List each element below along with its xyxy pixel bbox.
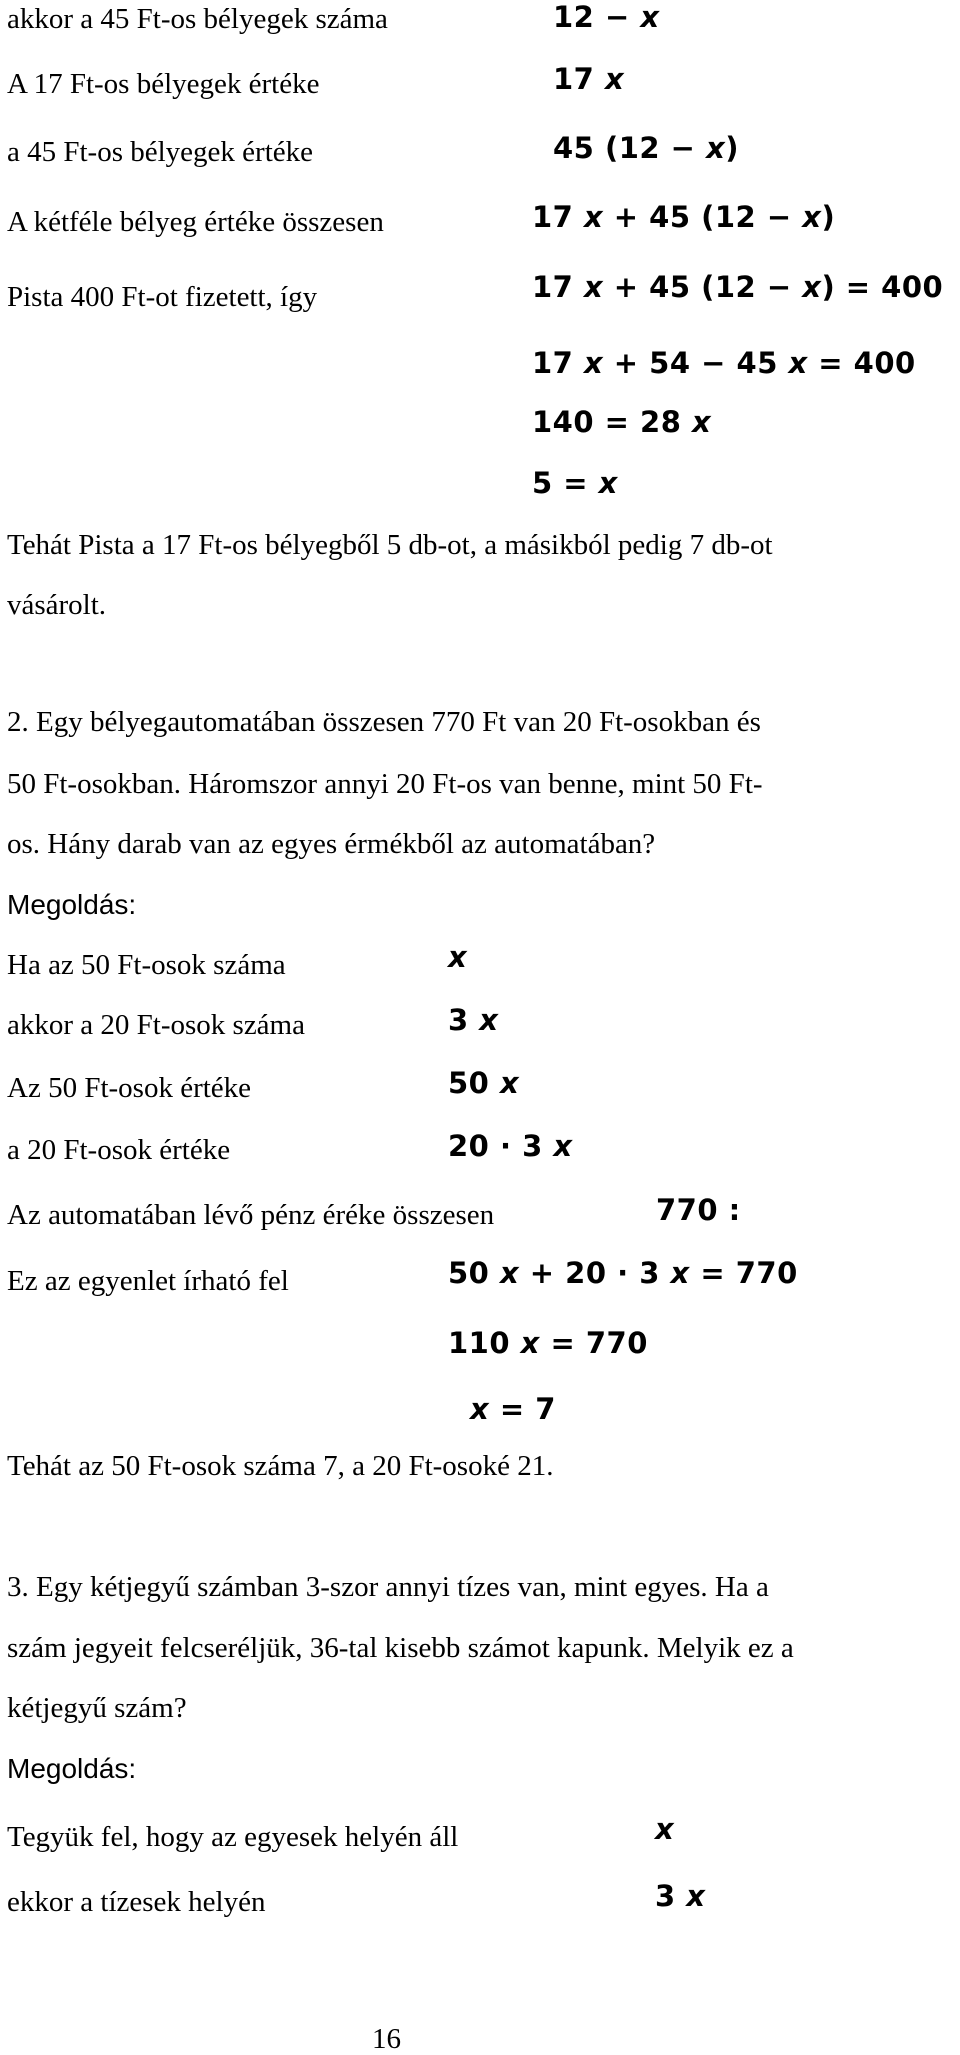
page-number: 16 [372, 2023, 401, 2055]
text-line: Tehát Pista a 17 Ft-os bélyegből 5 db-ot, a másikból pedig 7 db-ot [7, 529, 773, 561]
text-line: Ha az 50 Ft-osok száma [7, 949, 286, 981]
text-line: Tehát az 50 Ft-osok száma 7, a 20 Ft-osoké 21. [7, 1450, 554, 1482]
formula-step: x = 7 [470, 1392, 556, 1426]
formula: 770 : [656, 1193, 741, 1227]
formula: x [448, 940, 468, 974]
problem-text: kétjegyű szám? [7, 1692, 187, 1724]
formula-step: 110 x = 770 [448, 1326, 648, 1360]
text-line: Tegyük fel, hogy az egyesek helyén áll [7, 1821, 459, 1853]
formula: 3 x [448, 1003, 499, 1037]
text-line: Ez az egyenlet írható fel [7, 1265, 289, 1297]
formula: x [655, 1812, 675, 1846]
text-line: A kétféle bélyeg értéke összesen [7, 206, 384, 238]
text-line: akkor a 20 Ft-osok száma [7, 1009, 305, 1041]
text-line: a 20 Ft-osok értéke [7, 1134, 231, 1166]
formula: 3 x [655, 1879, 706, 1913]
formula-step: 17 x + 54 − 45 x = 400 [532, 346, 916, 380]
problem-text: os. Hány darab van az egyes érmékből az automatában? [7, 828, 656, 860]
formula: 17 x + 45 (12 − x) = 400 [532, 270, 944, 304]
formula: 20 · 3 x [448, 1129, 573, 1163]
formula-step: 140 = 28 x [532, 405, 712, 439]
text-line: akkor a 45 Ft-os bélyegek száma [7, 3, 388, 35]
problem-text: 50 Ft-osokban. Háromszor annyi 20 Ft-os van benne, mint 50 Ft- [7, 768, 763, 800]
formula: 17 x [553, 62, 625, 96]
formula: 45 (12 − x) [553, 131, 740, 165]
text-line: Az automatában lévő pénz éréke összesen [7, 1199, 495, 1231]
problem-text: 3. Egy kétjegyű számban 3-szor annyi tízes van, mint egyes. Ha a [7, 1571, 769, 1603]
formula: 12 − x [553, 0, 660, 34]
solution-heading: Megoldás: [7, 1753, 137, 1784]
formula: 50 x [448, 1066, 520, 1100]
formula: 17 x + 45 (12 − x) [532, 200, 836, 234]
solution-heading: Megoldás: [7, 889, 137, 920]
text-line: vásárolt. [7, 589, 107, 621]
text-line: Pista 400 Ft-ot fizetett, így [7, 281, 318, 313]
text-line: Az 50 Ft-osok értéke [7, 1072, 252, 1104]
formula: 50 x + 20 · 3 x = 770 [448, 1256, 798, 1290]
text-line: ekkor a tízesek helyén [7, 1886, 266, 1918]
problem-text: szám jegyeit felcseréljük, 36-tal kisebb számot kapunk. Melyik ez a [7, 1632, 794, 1664]
text-line: A 17 Ft-os bélyegek értéke [7, 68, 320, 100]
formula-step: 5 = x [532, 466, 618, 500]
problem-text: 2. Egy bélyegautomatában összesen 770 Ft van 20 Ft-osokban és [7, 706, 761, 738]
text-line: a 45 Ft-os bélyegek értéke [7, 136, 314, 168]
